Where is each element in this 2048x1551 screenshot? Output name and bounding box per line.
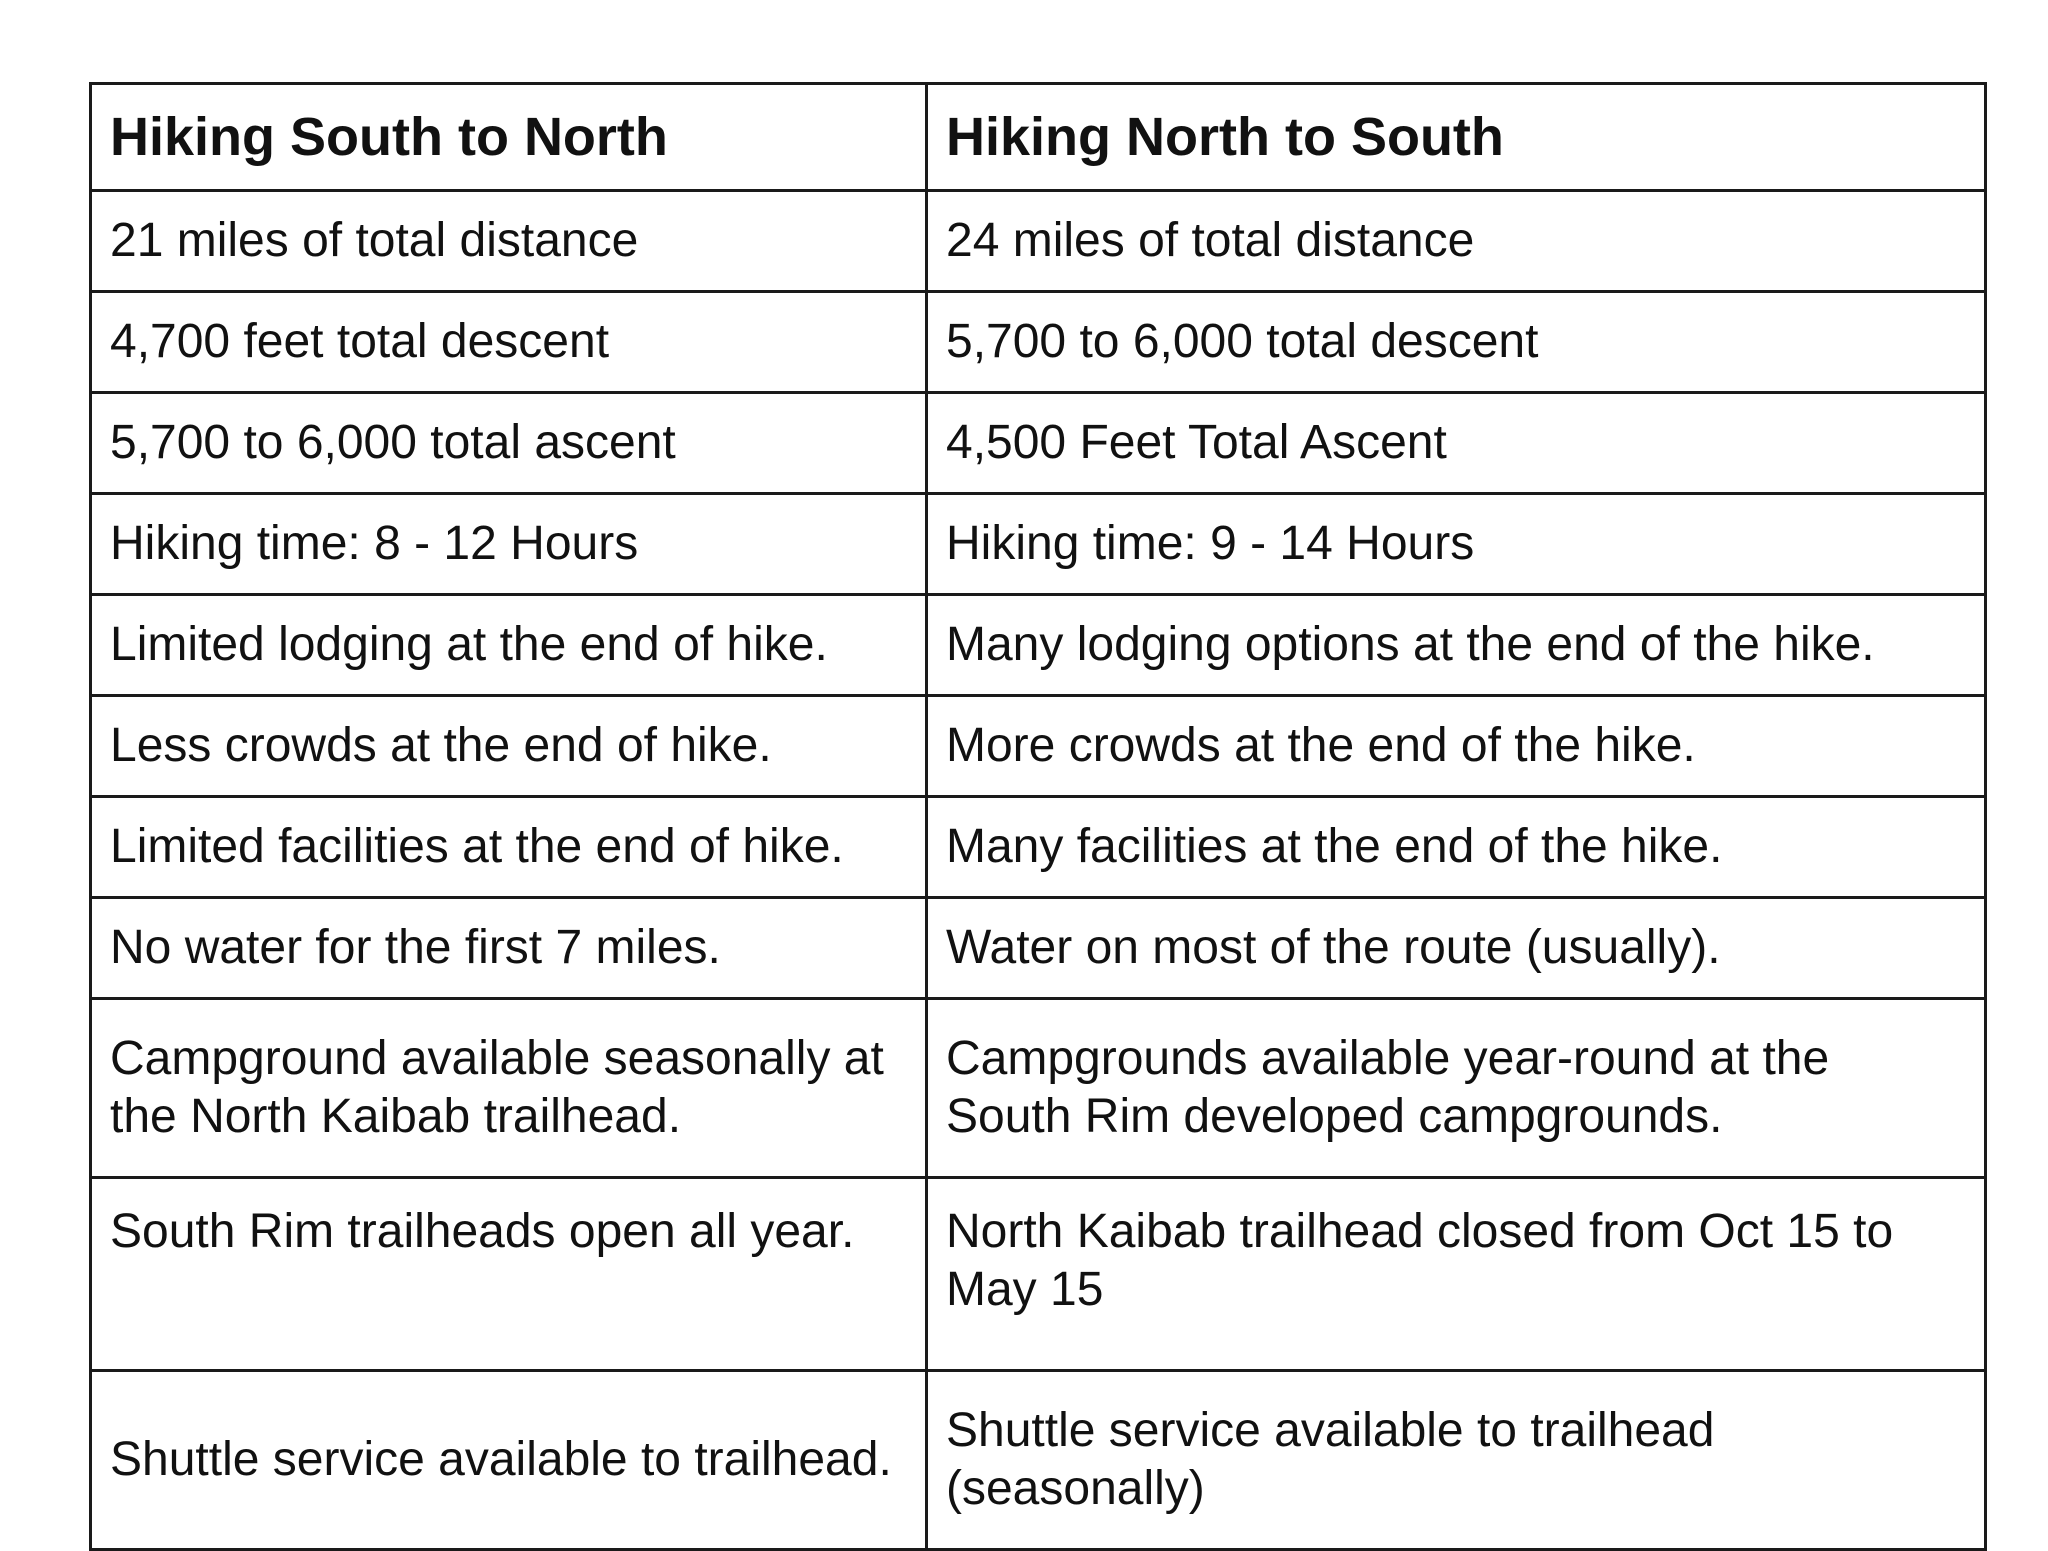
cell-north-to-south: Water on most of the route (usually). bbox=[927, 898, 1986, 999]
table-row bbox=[91, 595, 1986, 696]
cell-south-to-north: Campground available seasonally at the North Kaibab trailhead. bbox=[91, 999, 927, 1178]
cell-south-to-north: Limited lodging at the end of hike. bbox=[91, 595, 927, 696]
cell-north-to-south: North Kaibab trailhead closed from Oct 15 to May 15 bbox=[927, 1178, 1986, 1371]
cell-south-to-north: 4,700 feet total descent bbox=[91, 292, 927, 393]
cell-north-to-south: 4,500 Feet Total Ascent bbox=[927, 393, 1986, 494]
cell-south-to-north: Limited facilities at the end of hike. bbox=[91, 797, 927, 898]
table-row bbox=[91, 898, 1986, 999]
cell-north-to-south: 24 miles of total distance bbox=[927, 191, 1986, 292]
cell-south-to-north: Less crowds at the end of hike. bbox=[91, 696, 927, 797]
table-row bbox=[91, 696, 1986, 797]
cell-north-to-south: Hiking time: 9 - 14 Hours bbox=[927, 494, 1986, 595]
table-row bbox=[91, 797, 1986, 898]
cell-north-to-south: Many facilities at the end of the hike. bbox=[927, 797, 1986, 898]
table-row bbox=[91, 494, 1986, 595]
cell-north-to-south: Shuttle service available to trailhead (seasonally) bbox=[927, 1371, 1986, 1550]
header-north-to-south: Hiking North to South bbox=[927, 84, 1986, 191]
cell-south-to-north: Shuttle service available to trailhead. bbox=[91, 1371, 927, 1550]
table-row bbox=[91, 999, 1986, 1178]
cell-south-to-north: 5,700 to 6,000 total ascent bbox=[91, 393, 927, 494]
table-row bbox=[91, 393, 1986, 494]
cell-south-to-north: Hiking time: 8 - 12 Hours bbox=[91, 494, 927, 595]
cell-north-to-south: 5,700 to 6,000 total descent bbox=[927, 292, 1986, 393]
table-row bbox=[91, 191, 1986, 292]
header-row bbox=[91, 84, 1986, 191]
comparison-table bbox=[89, 82, 1987, 1551]
cell-north-to-south: Many lodging options at the end of the hike. bbox=[927, 595, 1986, 696]
table-row bbox=[91, 1178, 1986, 1371]
cell-south-to-north: 21 miles of total distance bbox=[91, 191, 927, 292]
cell-south-to-north: No water for the first 7 miles. bbox=[91, 898, 927, 999]
cell-south-to-north: South Rim trailheads open all year. bbox=[91, 1178, 927, 1371]
table-row bbox=[91, 1371, 1986, 1550]
header-south-to-north: Hiking South to North bbox=[91, 84, 927, 191]
table-row bbox=[91, 292, 1986, 393]
cell-north-to-south: Campgrounds available year-round at the South Rim developed campgrounds. bbox=[927, 999, 1986, 1178]
cell-north-to-south: More crowds at the end of the hike. bbox=[927, 696, 1986, 797]
